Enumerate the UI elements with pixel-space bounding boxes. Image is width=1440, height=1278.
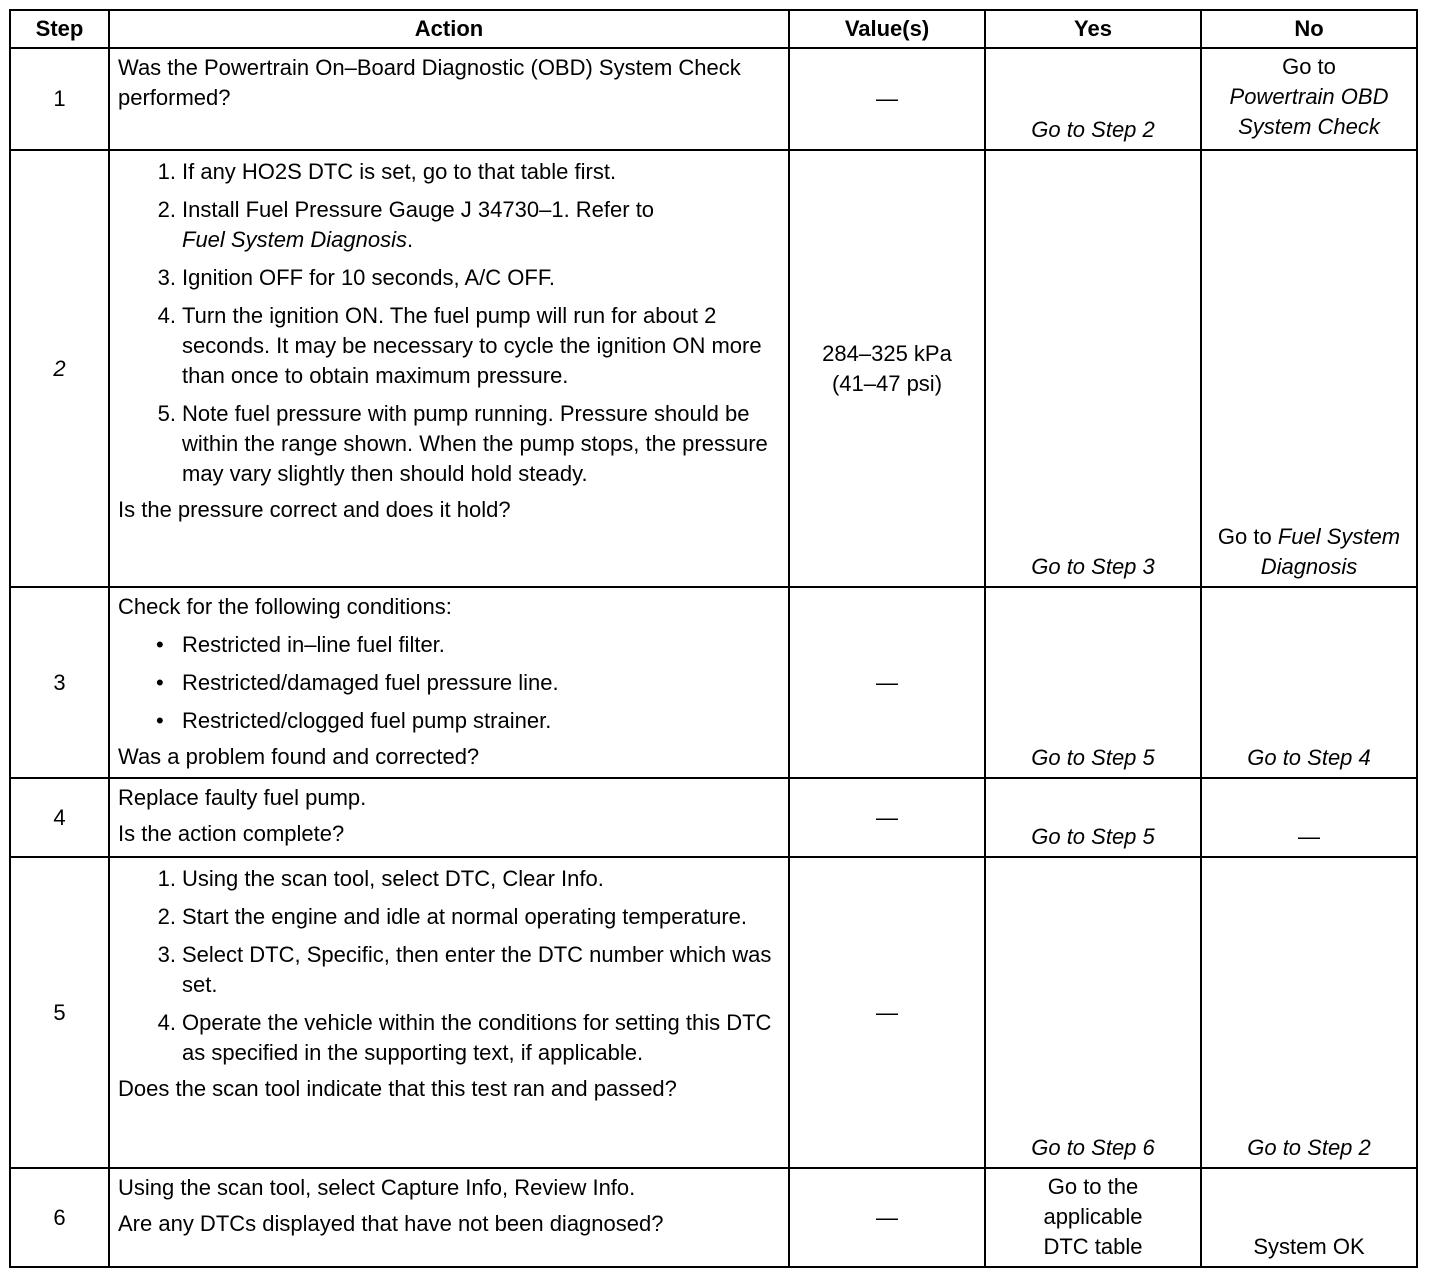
yes-cell: Go to Step 5 bbox=[985, 587, 1201, 778]
action-question: Is the action complete? bbox=[118, 821, 345, 846]
action-question: Does the scan tool indicate that this test ran and passed? bbox=[118, 1076, 677, 1101]
action-cell bbox=[109, 587, 789, 778]
value-psi: (41–47 psi) bbox=[831, 370, 943, 396]
value-cell: — bbox=[789, 48, 985, 150]
list-item: • Restricted/clogged fuel pump strainer. bbox=[156, 708, 552, 733]
action-text: Replace faulty fuel pump. bbox=[118, 785, 367, 810]
value-cell: — bbox=[789, 1168, 985, 1267]
header-no: No bbox=[1201, 10, 1417, 48]
no-cell: — bbox=[1201, 778, 1417, 857]
action-steps bbox=[118, 864, 782, 1068]
action-cell bbox=[109, 48, 789, 150]
list-item: 1. Using the scan tool, select DTC, Clear Info. bbox=[157, 866, 604, 891]
table-row bbox=[10, 778, 1417, 857]
table-row bbox=[10, 150, 1417, 587]
list-item: 3. Select DTC, Specific, then enter the DTC number which was set. bbox=[157, 942, 772, 997]
list-item: 2. Start the engine and idle at normal operating temperature. bbox=[157, 904, 748, 929]
diagnostic-table bbox=[9, 9, 1418, 1268]
yes-cell: Go to Step 5 bbox=[985, 778, 1201, 857]
table-row bbox=[10, 1168, 1417, 1267]
action-text: Using the scan tool, select Capture Info, Review Info. bbox=[118, 1175, 636, 1200]
header-values: Value(s) bbox=[789, 10, 985, 48]
value-cell: — bbox=[789, 778, 985, 857]
value-cell bbox=[789, 150, 985, 587]
action-question: Is the pressure correct and does it hold? bbox=[118, 497, 511, 522]
value-cell: — bbox=[789, 857, 985, 1168]
action-cell bbox=[109, 857, 789, 1168]
no-prefix: Go to bbox=[1282, 54, 1336, 79]
action-cell bbox=[109, 778, 789, 857]
step-number: 1 bbox=[10, 48, 109, 150]
action-question: Was a problem found and corrected? bbox=[118, 744, 480, 769]
no-cell: Go to Step 4 bbox=[1201, 587, 1417, 778]
no-reference: Fuel System Diagnosis bbox=[1260, 524, 1401, 579]
no-cell: Go to Step 2 bbox=[1201, 857, 1417, 1168]
action-steps bbox=[118, 157, 782, 489]
reference-text: Fuel System Diagnosis bbox=[182, 227, 407, 252]
action-cell bbox=[109, 150, 789, 587]
action-cell bbox=[109, 1168, 789, 1267]
step-number: 4 bbox=[10, 778, 109, 857]
value-cell: — bbox=[789, 587, 985, 778]
action-question: Are any DTCs displayed that have not been diagnosed? bbox=[118, 1211, 664, 1236]
action-text: Was the Powertrain On–Board Diagnostic (OBD) System Check performed? bbox=[118, 55, 741, 110]
step-number: 6 bbox=[10, 1168, 109, 1267]
header-action: Action bbox=[109, 10, 789, 48]
table-row bbox=[10, 587, 1417, 778]
list-item: 5. Note fuel pressure with pump running. Pressure should be within the range shown. When the pump stops, the pressure may vary slightly then should hold steady. bbox=[157, 401, 768, 486]
list-item: • Restricted/damaged fuel pressure line. bbox=[156, 670, 559, 695]
yes-cell: Go to Step 2 bbox=[985, 48, 1201, 150]
no-reference: Powertrain OBD System Check bbox=[1229, 84, 1389, 139]
list-item: 4. Operate the vehicle within the conditions for setting this DTC as specified in the supporting text, if applicable. bbox=[157, 1010, 772, 1065]
no-cell bbox=[1201, 48, 1417, 150]
no-prefix: Go to bbox=[1217, 524, 1272, 549]
step-number: 2 bbox=[10, 150, 109, 587]
list-item: • Restricted in–line fuel filter. bbox=[156, 632, 445, 657]
condition-list bbox=[118, 630, 782, 736]
table-row bbox=[10, 48, 1417, 150]
no-cell: System OK bbox=[1201, 1168, 1417, 1267]
step-number: 5 bbox=[10, 857, 109, 1168]
yes-cell: Go to Step 3 bbox=[985, 150, 1201, 587]
list-item: 3. Ignition OFF for 10 seconds, A/C OFF. bbox=[157, 265, 555, 290]
yes-cell: Go to Step 6 bbox=[985, 857, 1201, 1168]
header-yes: Yes bbox=[985, 10, 1201, 48]
yes-cell: Go to the applicable DTC table bbox=[985, 1168, 1201, 1267]
action-text: Check for the following conditions: bbox=[118, 594, 452, 619]
step-number: 3 bbox=[10, 587, 109, 778]
list-item: 1. If any HO2S DTC is set, go to that table first. bbox=[157, 159, 617, 184]
header-step: Step bbox=[10, 10, 109, 48]
value-kpa: 284–325 kPa bbox=[822, 340, 952, 366]
table-row bbox=[10, 857, 1417, 1168]
list-item: 4. Turn the ignition ON. The fuel pump will run for about 2 seconds. It may be necessary to cycle the ignition ON more than once to obtain maximum pressure. bbox=[157, 303, 762, 388]
list-item: 2. Install Fuel Pressure Gauge J 34730–1. Refer to Fuel System Diagnosis. bbox=[157, 197, 655, 252]
no-cell bbox=[1201, 150, 1417, 587]
header-row bbox=[10, 10, 1417, 48]
